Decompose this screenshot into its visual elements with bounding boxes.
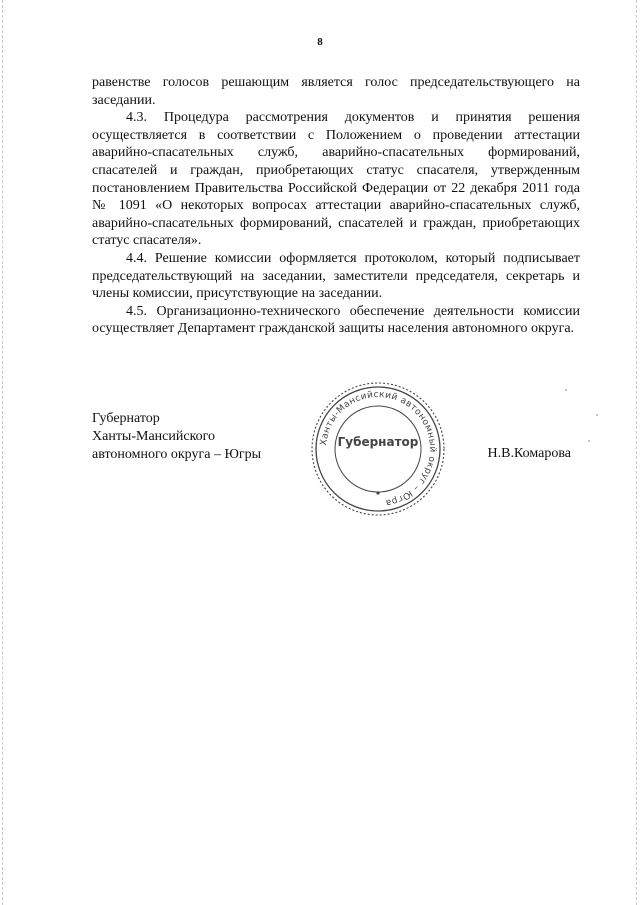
paragraph-4-3: 4.3. Процедура рассмотрения документов и принятия решения осуществляется в соответствии с Положением о проведении аттестации аварийно-спасательных служб, аварийно-спасательных формирований, спасателей и граждан, приобретающих статус спасателя, утвержденным постановлением Правительства Российской Федерации от 22 декабря 2011 года № 1091 «О некоторых вопросах аттестации аварийно-спасательных служб, аварийно-спасательных формирований, спасателей и граждан, приобретающих статус спасателя». bbox=[92, 110, 580, 249]
paragraph-4-5: 4.5. Организационно-технического обеспечение деятельности комиссии осуществляет Департамент гражданской защиты населения автономного округа. bbox=[92, 303, 580, 337]
seal-ring-text: Ханты-Мансийский автономный округ – Югра bbox=[319, 389, 438, 508]
position-line: Ханты-Мансийского bbox=[92, 429, 216, 444]
scan-speck bbox=[596, 414, 598, 416]
paragraph-continuation: равенстве голосов решающим является голос председательствующего на заседании. bbox=[92, 75, 580, 108]
seal-center-text: Губернатор bbox=[337, 435, 419, 449]
signatory-name: Н.В.Комарова bbox=[487, 446, 571, 461]
position-line: автономного округа – Югры bbox=[92, 447, 261, 462]
document-body bbox=[92, 74, 580, 338]
page-number: 8 bbox=[317, 36, 323, 48]
position-line: Губернатор bbox=[92, 411, 160, 426]
scan-edge-right bbox=[636, 0, 637, 905]
scan-speck bbox=[565, 389, 567, 391]
paragraph-4-4: 4.4. Решение комиссии оформляется протоколом, который подписывает председательствующий на заседании, заместители председателя, секретарь и члены комиссии, присутствующие на заседании. bbox=[92, 250, 580, 302]
scan-speck bbox=[588, 440, 590, 442]
